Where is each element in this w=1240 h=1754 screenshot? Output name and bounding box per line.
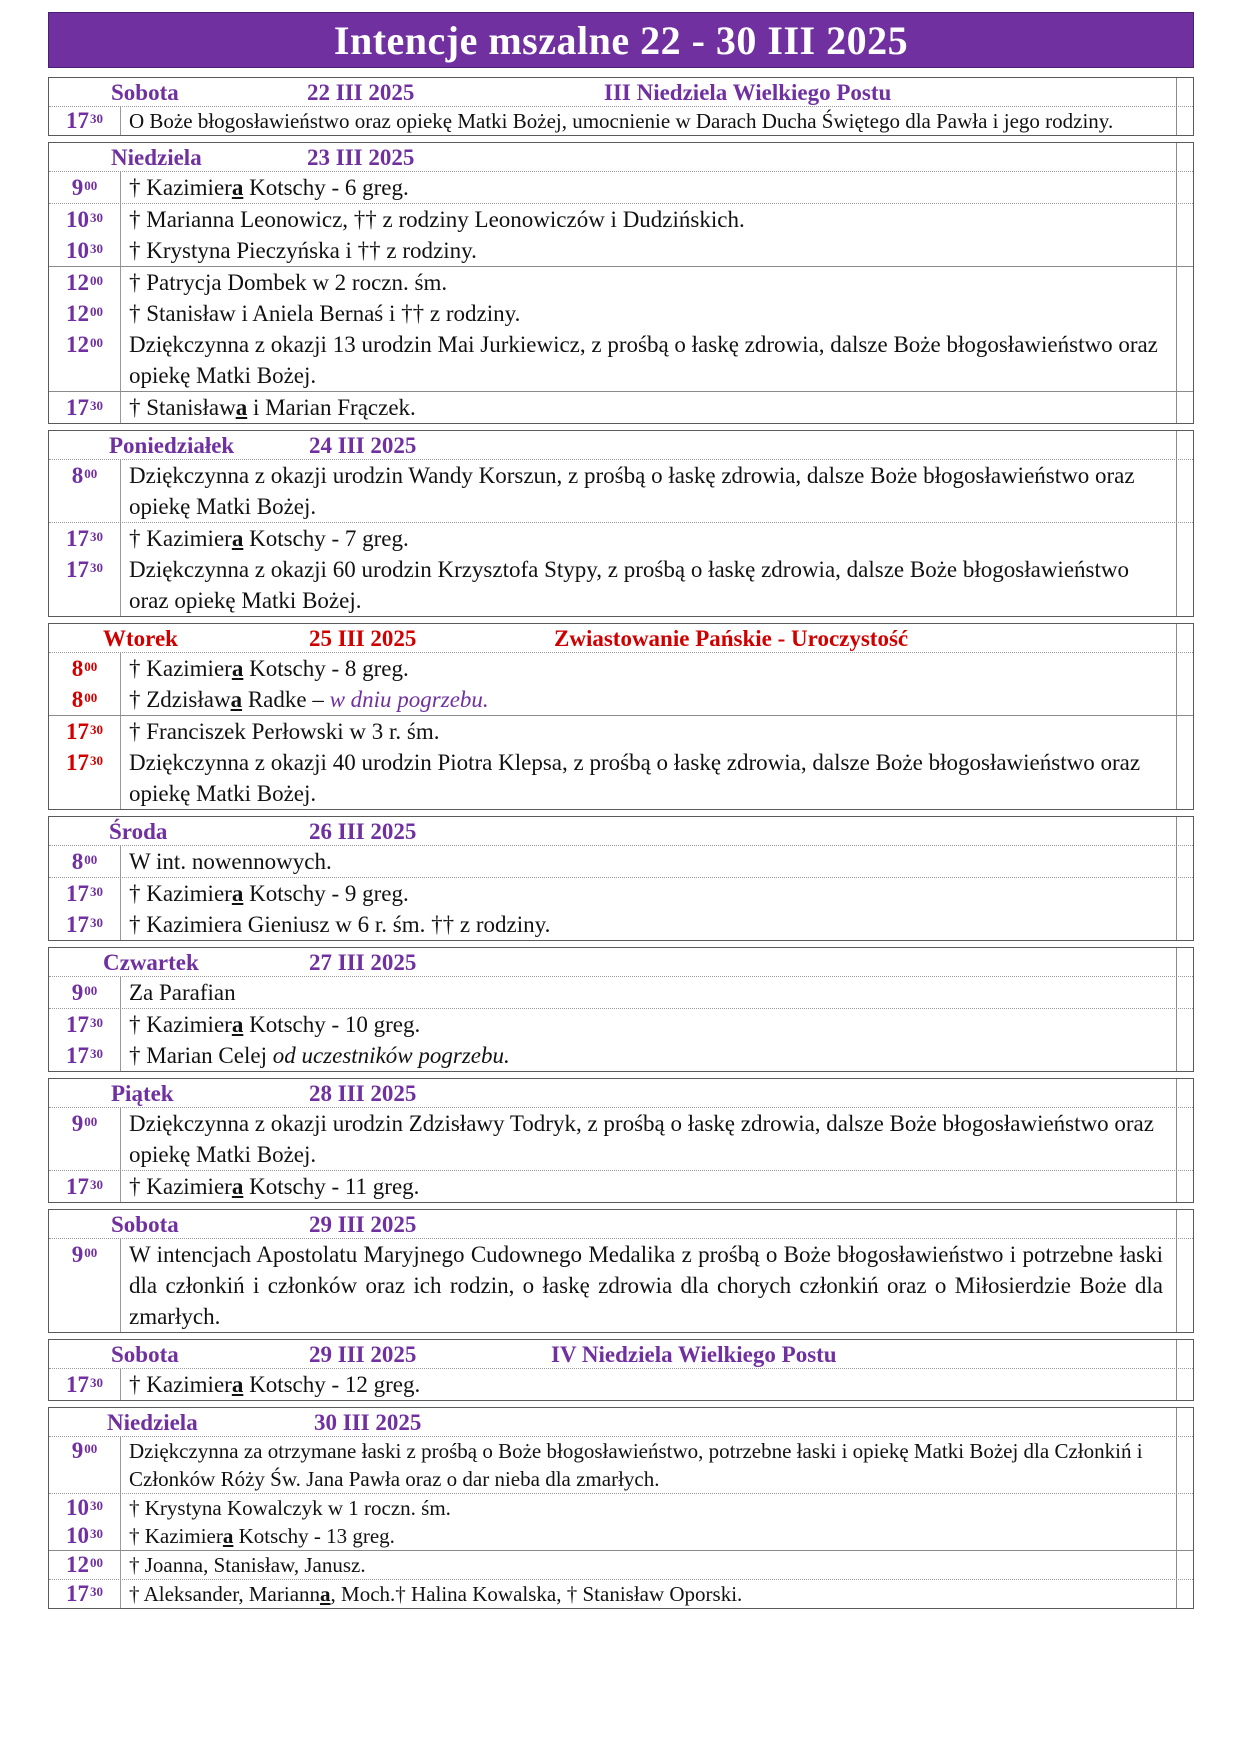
mass-time: $10^{30}$ — [49, 235, 121, 266]
mass-row — [49, 1522, 1193, 1550]
mass-intention: † Zdzisława Radke – w dniu pogrzebu. — [129, 687, 489, 712]
day-date: 29 III 2025 — [309, 1342, 417, 1367]
mass-intention: † Joanna, Stanisław, Janusz. — [129, 1553, 366, 1577]
day-name: Sobota — [111, 1212, 179, 1237]
mass-intention: † Kazimiera Kotschy - 13 greg. — [129, 1524, 395, 1548]
mass-intention: † Kazimiera Kotschy - 7 greg. — [129, 526, 409, 551]
mass-time: $17^{30}$ — [49, 716, 121, 747]
mass-row — [49, 1551, 1193, 1580]
mass-row — [49, 554, 1193, 616]
mass-intention: † Stanisław i Aniela Bernaś i †† z rodziny. — [129, 301, 521, 326]
mass-row — [49, 1009, 1193, 1040]
mass-intention: O Boże błogosławieństwo oraz opiekę Matki Bożej, umocnienie w Darach Ducha Świętego dla Pawła i jego rodziny. — [129, 109, 1114, 133]
mass-time: $12^{00}$ — [49, 267, 121, 298]
mass-intention: Dziękczynna z okazji urodzin Zdzisławy Todryk, z prośbą o łaskę zdrowia, dalsze Boże błogosławieństwo oraz opiekę Matki Bożej. — [129, 1111, 1154, 1167]
day-name: Sobota — [111, 80, 179, 105]
mass-intention: † Krystyna Kowalczyk w 1 roczn. śm. — [129, 1496, 451, 1520]
mass-intention: † Aleksander, Marianna, Moch.† Halina Kowalska, † Stanisław Oporski. — [129, 1582, 743, 1606]
mass-row — [49, 716, 1193, 747]
mass-intention: Za Parafian — [129, 980, 236, 1005]
mass-time: $12^{00}$ — [49, 298, 121, 329]
mass-intention: † Stanisława i Marian Frączek. — [129, 395, 416, 420]
day-feast: Zwiastowanie Pańskie - Uroczystość — [554, 626, 909, 651]
mass-intention: † Kazimiera Kotschy - 9 greg. — [129, 881, 409, 906]
day-block — [48, 816, 1194, 941]
mass-time: $17^{30}$ — [49, 1040, 121, 1071]
mass-row — [49, 172, 1193, 204]
day-date: 23 III 2025 — [307, 145, 415, 170]
day-header — [49, 1210, 1193, 1239]
mass-time: $8^{00}$ — [49, 460, 121, 522]
mass-time: $12^{00}$ — [49, 329, 121, 391]
day-header — [49, 143, 1193, 172]
mass-time: $17^{30}$ — [49, 1171, 121, 1202]
mass-intention: W intencjach Apostolatu Maryjnego Cudownego Medalika z prośbą o Boże błogosławieństwo i potrzebne łaski dla członkiń i członków oraz ich rodzin, o łaskę zdrowia dla chorych członkiń oraz o Miłosierdzie Boże dla zmarłych. — [129, 1242, 1163, 1329]
mass-row — [49, 747, 1193, 809]
mass-time: $17^{30}$ — [49, 107, 121, 135]
mass-row — [49, 1108, 1193, 1171]
mass-intention: † Kazimiera Gieniusz w 6 r. śm. †† z rodziny. — [129, 912, 551, 937]
mass-group — [49, 653, 1193, 716]
mass-time: $9^{00}$ — [49, 1108, 121, 1170]
mass-intention: W int. nowennowych. — [129, 849, 332, 874]
mass-time: $10^{30}$ — [49, 1494, 121, 1522]
day-block — [48, 1209, 1194, 1333]
day-header — [49, 817, 1193, 846]
mass-intention: † Kazimiera Kotschy - 10 greg. — [129, 1012, 421, 1037]
day-header — [49, 1079, 1193, 1108]
mass-intention: † Kazimiera Kotschy - 6 greg. — [129, 175, 409, 200]
mass-time: $9^{00}$ — [49, 1239, 121, 1332]
mass-intention: Dziękczynna z okazji 13 urodzin Mai Jurkiewicz, z prośbą o łaskę zdrowia, dalsze Boże błogosławieństwo oraz opiekę Matki Bożej. — [129, 332, 1158, 388]
mass-intention: † Marianna Leonowicz, †† z rodziny Leonowiczów i Dudzińskich. — [129, 207, 745, 232]
mass-time: $12^{00}$ — [49, 1551, 121, 1579]
mass-group — [49, 1494, 1193, 1551]
mass-time: $17^{30}$ — [49, 392, 121, 423]
day-block — [48, 623, 1194, 810]
mass-time: $10^{30}$ — [49, 1522, 121, 1550]
day-date: 28 III 2025 — [309, 1081, 417, 1106]
mass-row — [49, 329, 1193, 391]
day-date: 22 III 2025 — [307, 80, 415, 105]
mass-row — [49, 523, 1193, 554]
day-feast: III Niedziela Wielkiego Postu — [604, 80, 892, 105]
mass-intention: Dziękczynna z okazji 40 urodzin Piotra Klepsa, z prośbą o łaskę zdrowia, dalsze Boże błogosławieństwo oraz opiekę Matki Bożej. — [129, 750, 1141, 806]
mass-row — [49, 977, 1193, 1009]
mass-row — [49, 298, 1193, 329]
mass-row — [49, 1040, 1193, 1071]
mass-time: $17^{30}$ — [49, 878, 121, 909]
mass-time: $8^{00}$ — [49, 846, 121, 877]
day-date: 24 III 2025 — [309, 433, 417, 458]
mass-group — [49, 1009, 1193, 1071]
mass-group — [49, 716, 1193, 809]
day-block — [48, 1407, 1194, 1609]
mass-time: $9^{00}$ — [49, 977, 121, 1008]
day-feast: IV Niedziela Wielkiego Postu — [551, 1342, 837, 1367]
mass-intention: Dziękczynna za otrzymane łaski z prośbą o Boże błogosławieństwo, potrzebne łaski i opiekę Matki Bożej dla Członkiń i Członków Róży Św. Jana Pawła oraz o dar nieba dla zmarłych. — [129, 1439, 1143, 1491]
day-header — [49, 948, 1193, 977]
mass-time: $9^{00}$ — [49, 1437, 121, 1493]
day-header — [49, 78, 1193, 107]
mass-row — [49, 878, 1193, 909]
mass-intention: Dziękczynna z okazji 60 urodzin Krzysztofa Stypy, z prośbą o łaskę zdrowia, dalsze Boże błogosławieństwo oraz opiekę Matki Bożej. — [129, 557, 1129, 613]
mass-row — [49, 1171, 1193, 1202]
mass-group — [49, 878, 1193, 940]
mass-intention: † Marian Celej od uczestników pogrzebu. — [129, 1043, 510, 1068]
mass-time: $17^{30}$ — [49, 1009, 121, 1040]
day-block — [48, 142, 1194, 424]
mass-row — [49, 1437, 1193, 1494]
mass-intention: † Kazimiera Kotschy - 12 greg. — [129, 1372, 421, 1397]
mass-row — [49, 1239, 1193, 1332]
page-title: Intencje mszalne 22 - 30 III 2025 — [48, 12, 1194, 68]
day-name: Czwartek — [103, 950, 199, 975]
day-date: 30 III 2025 — [314, 1410, 422, 1435]
mass-row — [49, 460, 1193, 523]
mass-group — [49, 267, 1193, 392]
mass-intention: † Krystyna Pieczyńska i †† z rodziny. — [129, 238, 477, 263]
mass-time: $17^{30}$ — [49, 523, 121, 554]
day-name: Wtorek — [103, 626, 178, 651]
day-date: 29 III 2025 — [309, 1212, 417, 1237]
mass-row — [49, 653, 1193, 684]
mass-group — [49, 523, 1193, 616]
mass-time: $17^{30}$ — [49, 909, 121, 940]
mass-time: $17^{30}$ — [49, 1369, 121, 1400]
day-name: Sobota — [111, 1342, 179, 1367]
mass-row — [49, 1580, 1193, 1608]
mass-row — [49, 107, 1193, 135]
day-block — [48, 947, 1194, 1072]
mass-group — [49, 204, 1193, 267]
mass-time: $17^{30}$ — [49, 1580, 121, 1608]
mass-row — [49, 909, 1193, 940]
day-date: 25 III 2025 — [309, 626, 417, 651]
mass-intention: † Patrycja Dombek w 2 roczn. śm. — [129, 270, 448, 295]
mass-time: $17^{30}$ — [49, 747, 121, 809]
day-block — [48, 430, 1194, 617]
mass-time: $9^{00}$ — [49, 172, 121, 203]
day-header — [49, 624, 1193, 653]
mass-row — [49, 1494, 1193, 1522]
day-header — [49, 1408, 1193, 1437]
day-block — [48, 1078, 1194, 1203]
mass-row — [49, 235, 1193, 266]
day-name: Niedziela — [111, 145, 202, 170]
mass-row — [49, 392, 1193, 423]
mass-time: $8^{00}$ — [49, 653, 121, 684]
page — [48, 12, 1194, 1615]
day-name: Poniedziałek — [109, 433, 235, 458]
day-name: Środa — [109, 819, 168, 844]
day-block — [48, 77, 1194, 136]
mass-intention: † Kazimiera Kotschy - 11 greg. — [129, 1174, 420, 1199]
day-block — [48, 1339, 1194, 1401]
mass-row — [49, 1369, 1193, 1400]
mass-row — [49, 846, 1193, 878]
mass-time: $8^{00}$ — [49, 684, 121, 715]
mass-intention: † Franciszek Perłowski w 3 r. śm. — [129, 719, 440, 744]
mass-intention: Dziękczynna z okazji urodzin Wandy Korszun, z prośbą o łaskę zdrowia, dalsze Boże błogosławieństwo oraz opiekę Matki Bożej. — [129, 463, 1135, 519]
mass-time: $17^{30}$ — [49, 554, 121, 616]
mass-row — [49, 204, 1193, 235]
day-name: Niedziela — [107, 1410, 198, 1435]
mass-row — [49, 267, 1193, 298]
day-date: 26 III 2025 — [309, 819, 417, 844]
day-date: 27 III 2025 — [309, 950, 417, 975]
mass-row — [49, 684, 1193, 715]
mass-time: $10^{30}$ — [49, 204, 121, 235]
mass-intention: † Kazimiera Kotschy - 8 greg. — [129, 656, 409, 681]
day-header — [49, 431, 1193, 460]
day-name: Piątek — [111, 1081, 174, 1106]
day-header — [49, 1340, 1193, 1369]
